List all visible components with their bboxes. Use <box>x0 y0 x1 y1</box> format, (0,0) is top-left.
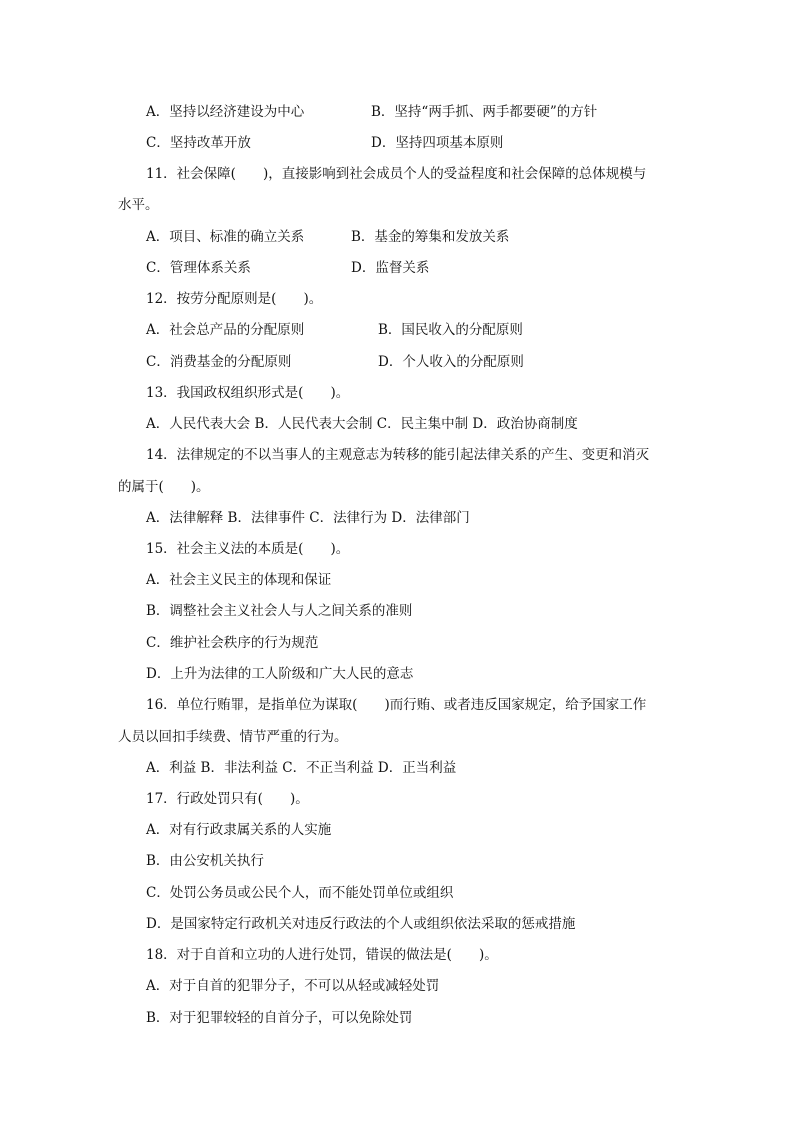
q14-stem: 14．法律规定的不以当事人的主观意志为转移的能引起法律关系的产生、变更和消灭 <box>146 447 650 463</box>
q10-option-c: C．坚持改革开放 <box>146 135 251 151</box>
q11-option-a: A．项目、标准的确立关系 <box>146 229 305 245</box>
q17-option-d: D．是国家特定行政机关对违反行政法的个人或组织依法采取的惩戒措施 <box>146 916 576 932</box>
q15-option-c: C．维护社会秩序的行为规范 <box>146 635 319 651</box>
q12-stem: 12．按劳分配原则是( )。 <box>146 291 323 307</box>
q10-option-b: B．坚持“两手抓、两手都要硬”的方针 <box>371 104 598 120</box>
q16-stem: 16．单位行贿罪，是指单位为谋取( )而行贿、或者违反国家规定，给予国家工作 <box>146 697 647 713</box>
q14-options: A．法律解释 B．法律事件 C．法律行为 D．法律部门 <box>146 510 470 526</box>
q11-option-b: B．基金的筹集和发放关系 <box>351 229 510 245</box>
q14-stem-cont: 的属于( )。 <box>118 479 210 495</box>
q11-stem-cont: 水平。 <box>118 197 159 213</box>
q11-stem: 11．社会保障( )，直接影响到社会成员个人的受益程度和社会保障的总体规模与 <box>146 166 647 182</box>
q12-option-b: B．国民收入的分配原则 <box>378 322 523 338</box>
q18-stem: 18．对于自首和立功的人进行处罚，错误的做法是( )。 <box>146 947 498 963</box>
q10-option-a: A．坚持以经济建设为中心 <box>146 104 305 120</box>
q18-option-b: B．对于犯罪较轻的自首分子，可以免除处罚 <box>146 1010 413 1026</box>
q15-option-a: A．社会主义民主的体现和保证 <box>146 572 332 588</box>
q10-option-d: D．坚持四项基本原则 <box>371 135 504 151</box>
q13-options: A．人民代表大会 B．人民代表大会制 C．民主集中制 D．政治协商制度 <box>146 416 578 432</box>
q11-option-c: C．管理体系关系 <box>146 260 251 276</box>
q12-option-c: C．消费基金的分配原则 <box>146 354 292 370</box>
q17-stem: 17．行政处罚只有( )。 <box>146 791 309 807</box>
q11-option-d: D．监督关系 <box>351 260 430 276</box>
q15-option-b: B．调整社会主义社会人与人之间关系的准则 <box>146 603 413 619</box>
q16-options: A．利益 B．非法利益 C．不正当利益 D．正当利益 <box>146 760 457 776</box>
q17-option-b: B．由公安机关执行 <box>146 853 264 869</box>
q17-option-a: A．对有行政隶属关系的人实施 <box>146 822 332 838</box>
q12-option-d: D．个人收入的分配原则 <box>378 354 524 370</box>
q16-stem-cont: 人员以回扣手续费、情节严重的行为。 <box>118 729 348 745</box>
q12-option-a: A．社会总产品的分配原则 <box>146 322 305 338</box>
q15-option-d: D．上升为法律的工人阶级和广大人民的意志 <box>146 666 414 682</box>
q17-option-c: C．处罚公务员或公民个人，而不能处罚单位或组织 <box>146 885 454 901</box>
q15-stem: 15．社会主义法的本质是( )。 <box>146 541 350 557</box>
q13-stem: 13．我国政权组织形式是( )。 <box>146 385 350 401</box>
q18-option-a: A．对于自首的犯罪分子，不可以从轻或减轻处罚 <box>146 978 440 994</box>
